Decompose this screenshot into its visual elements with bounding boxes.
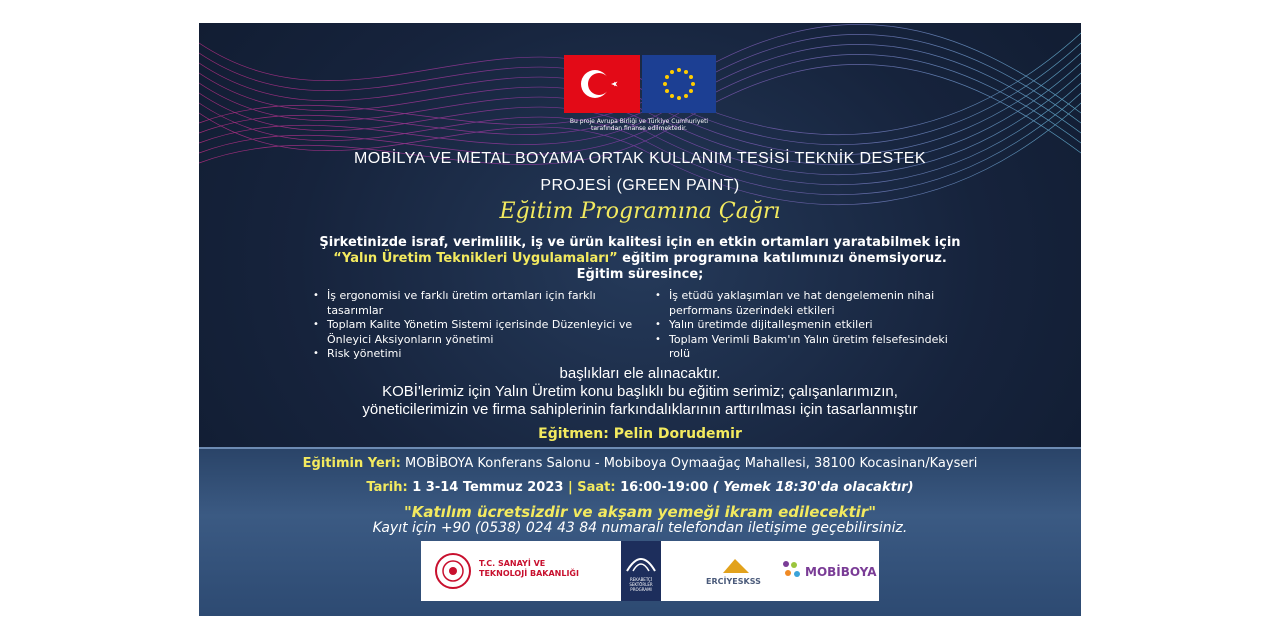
body-line3: yöneticilerimizin ve firma sahiplerinin farkındalıklarının arttırılması için tasarlanmıştır	[362, 401, 918, 418]
program-logo	[621, 541, 661, 601]
ministry-name-line1: T.C. SANAYİ VE	[479, 559, 546, 568]
free-attendance-notice: "Katılım ücretsizdir ve akşam yemeği ikram edilecektir"	[403, 503, 877, 521]
funding-credit-line2: tarafından finanse edilmektedir.	[591, 125, 687, 132]
ministry-name-line2: TEKNOLOJİ BAKANLIĞI	[479, 569, 579, 578]
topic-item: • İş etüdü yaklaşımları ve hat dengelemenin nihai performans üzerindeki etkileri	[655, 289, 965, 318]
topics-list-left	[313, 289, 643, 362]
funding-credit-line1: Bu proje Avrupa Birliği ve Türkiye Cumhuriyeti	[569, 118, 709, 125]
mobiboya-logo-text: MOBİBOYA	[805, 565, 877, 579]
body-line2: KOBİ'lerimiz için Yalın Üretim konu başlıklı bu eğitim serimiz; çalışanlarımızın,	[382, 383, 898, 400]
dinner-note: ( Yemek 18:30'da olacaktır)	[712, 480, 914, 495]
erciyes-mountain-icon	[721, 555, 751, 575]
intro-line1: Şirketinizde israf, verimlilik, iş ve ürün kalitesi için en etkin ortamları yaratabilmek için	[319, 235, 961, 250]
venue-value: MOBİBOYA Konferans Salonu - Mobiboya Oymaağaç Mahallesi, 38100 Kocasinan/Kayseri	[405, 456, 978, 471]
topic-item: • İş ergonomisi ve farklı üretim ortamları için farklı tasarımlar	[313, 289, 643, 318]
program-name: REKABETÇİ SEKTÖRLER PROGRAMI	[629, 577, 653, 592]
intro-line2	[199, 251, 1081, 266]
registration-contact: Kayıt için +90 (0538) 024 43 84 numaralı telefondan iletişime geçebilirsiniz.	[372, 520, 908, 536]
turkey-flag	[564, 55, 640, 113]
topic-item: • Yalın üretimde dijitalleşmenin etkileri	[655, 318, 965, 333]
trainer-name: Pelin Dorudemir	[613, 426, 742, 442]
intro-line3: Eğitim süresince;	[576, 267, 704, 282]
project-title-line2: PROJESİ (GREEN PAINT)	[540, 177, 740, 194]
trainer	[199, 426, 1081, 442]
topic-item: • Risk yönetimi	[313, 347, 643, 362]
topic-item: • Toplam Kalite Yönetim Sistemi içerisinde Düzenleyici ve Önleyici Aksiyonların yönetimi	[313, 318, 643, 347]
eu-flag	[642, 55, 716, 113]
ministry-logo	[421, 541, 621, 601]
body-line1: başlıkları ele alınacaktır.	[559, 365, 721, 382]
event-poster	[199, 23, 1081, 616]
schedule-separator: |	[567, 480, 573, 495]
project-title-line1: MOBİLYA VE METAL BOYAMA ORTAK KULLANIM TESİSİ TEKNİK DESTEK	[354, 150, 926, 167]
mobiboya-dots-icon	[781, 559, 805, 583]
program-arch-icon	[621, 545, 661, 575]
schedule	[199, 480, 1081, 495]
eu-stars-icon	[642, 55, 716, 113]
erciyes-logo-text: ERCİYESKSS	[706, 577, 761, 586]
program-call-subtitle: Eğitim Programına Çağrı	[499, 199, 781, 224]
time-label: Saat:	[577, 480, 616, 495]
venue-label: Eğitimin Yeri:	[302, 456, 401, 471]
intro-line2-rest: eğitim programına katılımınızı önemsiyoruz.	[617, 251, 947, 266]
time-value: 16:00-19:00	[620, 480, 709, 495]
ministry-emblem-icon	[433, 551, 473, 591]
date-label: Tarih:	[366, 480, 408, 495]
program-name-highlight: “Yalın Üretim Teknikleri Uygulamaları”	[333, 251, 618, 266]
topic-item: • Toplam Verimli Bakım'ın Yalın üretim felsefesindeki rolü	[655, 333, 965, 362]
topics-list-right	[655, 289, 965, 362]
crescent-star-icon	[564, 55, 640, 113]
venue	[199, 456, 1081, 471]
date-value: 1 3-14 Temmuz 2023	[412, 480, 564, 495]
partner-logos	[661, 541, 879, 601]
trainer-label: Eğitmen:	[538, 426, 609, 442]
